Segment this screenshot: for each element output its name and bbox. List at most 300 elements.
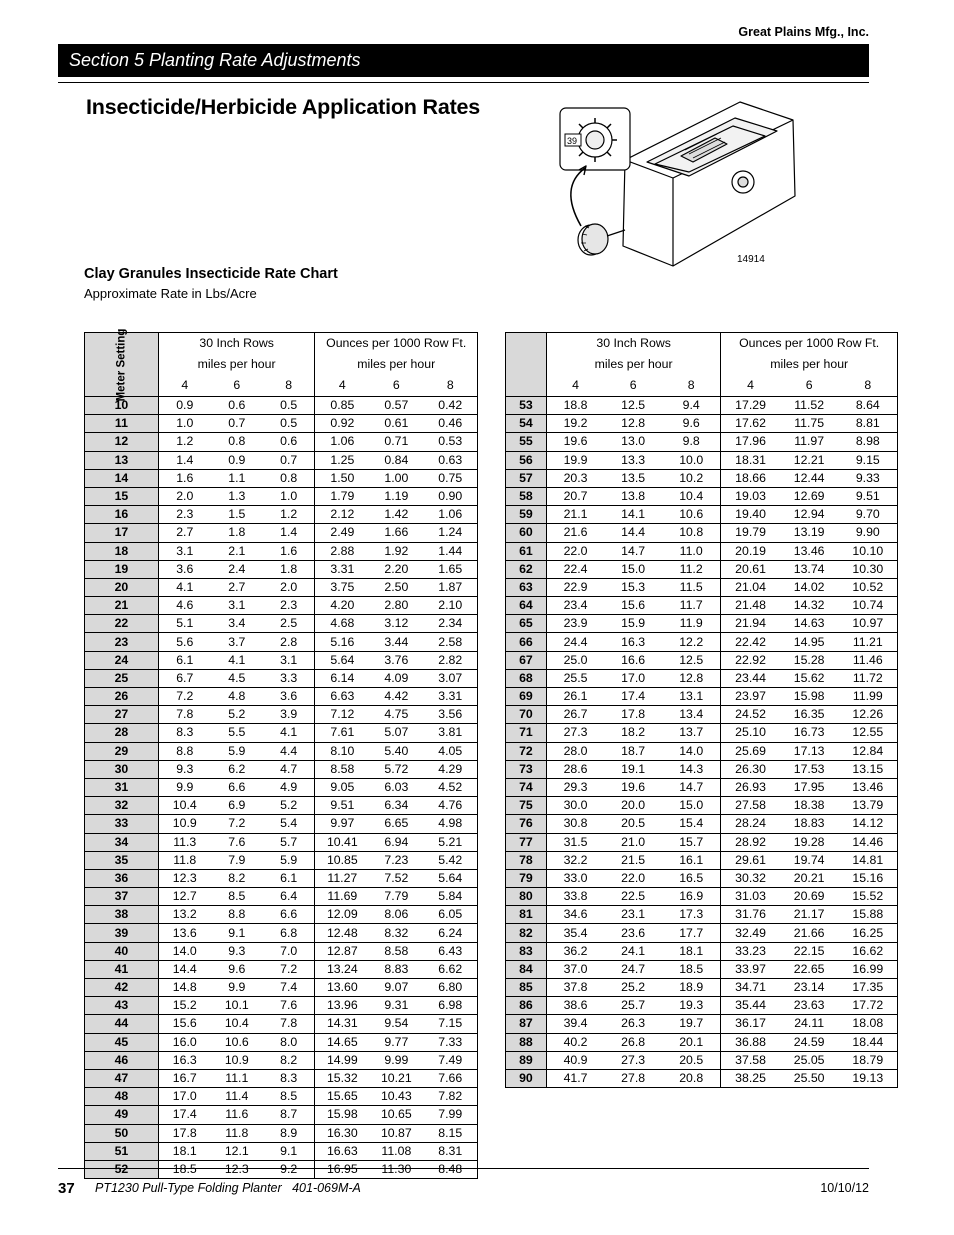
rate-cell: 10.4 <box>158 797 210 815</box>
rate-cell: 0.6 <box>263 433 315 451</box>
table-row <box>85 1015 478 1033</box>
rate-cell: 3.3 <box>263 669 315 687</box>
rate-cell: 24.4 <box>546 633 604 651</box>
meter-setting-cell: 89 <box>506 1051 547 1069</box>
rate-cell: 12.5 <box>662 651 721 669</box>
rate-cell: 5.64 <box>423 869 477 887</box>
group-header-rows: 30 Inch Rows <box>546 333 720 355</box>
rate-cell: 10.6 <box>662 506 721 524</box>
rate-cell: 11.97 <box>780 433 839 451</box>
rate-cell: 31.76 <box>721 906 780 924</box>
rate-cell: 7.2 <box>263 960 315 978</box>
rate-cell: 12.21 <box>780 451 839 469</box>
rate-cell: 37.8 <box>546 979 604 997</box>
rate-cell: 15.28 <box>780 651 839 669</box>
rate-cell: 27.8 <box>604 1069 662 1087</box>
rate-cell: 7.0 <box>263 942 315 960</box>
table-row <box>506 560 898 578</box>
table-row <box>506 851 898 869</box>
rate-cell: 14.0 <box>158 942 210 960</box>
rate-cell: 2.5 <box>263 615 315 633</box>
rate-cell: 9.33 <box>839 469 898 487</box>
rate-cell: 9.07 <box>369 979 423 997</box>
rate-cell: 37.58 <box>721 1051 780 1069</box>
rate-cell: 21.5 <box>604 851 662 869</box>
rate-cell: 12.84 <box>839 742 898 760</box>
rate-cell: 34.71 <box>721 979 780 997</box>
rate-cell: 6.8 <box>263 924 315 942</box>
meter-setting-cell: 64 <box>506 597 547 615</box>
rate-cell: 2.12 <box>315 506 369 524</box>
rate-cell: 12.1 <box>211 1142 263 1160</box>
rate-cell: 11.9 <box>662 615 721 633</box>
page-number: 37 <box>58 1180 75 1197</box>
rate-cell: 0.61 <box>369 415 423 433</box>
meter-setting-cell: 82 <box>506 924 547 942</box>
rate-cell: 4.98 <box>423 815 477 833</box>
group-header-ounces: Ounces per 1000 Row Ft. <box>326 336 467 350</box>
rate-cell: 13.15 <box>839 760 898 778</box>
rate-cell: 13.0 <box>604 433 662 451</box>
rate-cell: 5.1 <box>158 615 210 633</box>
rate-cell: 2.49 <box>315 524 369 542</box>
rate-cell: 14.8 <box>158 979 210 997</box>
rate-cell: 10.43 <box>369 1088 423 1106</box>
rate-cell: 1.92 <box>369 542 423 560</box>
rate-cell: 11.6 <box>211 1106 263 1124</box>
meter-setting-cell: 35 <box>85 851 159 869</box>
rate-cell: 13.2 <box>158 906 210 924</box>
meter-setting-cell: 37 <box>85 888 159 906</box>
top-divider <box>58 82 869 83</box>
rate-cell: 4.1 <box>263 724 315 742</box>
rate-cell <box>369 1160 423 1178</box>
speed-6: 6 <box>369 375 423 397</box>
rate-cell: 25.05 <box>780 1051 839 1069</box>
rate-cell: 22.4 <box>546 560 604 578</box>
rate-cell <box>315 1160 369 1178</box>
speed-8: 8 <box>662 375 721 397</box>
rate-cell: 7.61 <box>315 724 369 742</box>
rate-cell: 16.3 <box>158 1051 210 1069</box>
rate-cell: 1.50 <box>315 469 369 487</box>
rate-cell: 11.21 <box>839 633 898 651</box>
table-row <box>85 688 478 706</box>
rate-cell: 10.74 <box>839 597 898 615</box>
rate-cell: 4.75 <box>369 706 423 724</box>
table-row <box>85 669 478 687</box>
table-row <box>85 560 478 578</box>
rate-cell: 32.49 <box>721 924 780 942</box>
rate-cell: 28.0 <box>546 742 604 760</box>
rate-cell: 4.09 <box>369 669 423 687</box>
meter-setting-cell: 15 <box>85 487 159 505</box>
rate-cell: 8.7 <box>263 1106 315 1124</box>
rate-cell: 15.62 <box>780 669 839 687</box>
rate-cell: 17.8 <box>604 706 662 724</box>
rate-cell: 23.1 <box>604 906 662 924</box>
rate-cell: 4.7 <box>263 760 315 778</box>
rate-cell: 0.5 <box>263 397 315 415</box>
rate-cell: 7.4 <box>263 979 315 997</box>
group-header-rows: 30 Inch Rows <box>158 333 315 355</box>
rate-cell: 40.2 <box>546 1033 604 1051</box>
rate-cell: 18.1 <box>158 1142 210 1160</box>
chart-subtitle: Approximate Rate in Lbs/Acre <box>84 286 257 301</box>
rate-cell: 7.6 <box>263 997 315 1015</box>
meter-setting-cell: 49 <box>85 1106 159 1124</box>
rate-cell: 10.21 <box>369 1069 423 1087</box>
rate-cell: 13.4 <box>662 706 721 724</box>
rate-cell: 1.1 <box>211 469 263 487</box>
rate-cell: 13.74 <box>780 560 839 578</box>
rate-cell: 16.73 <box>780 724 839 742</box>
meter-setting-cell: 63 <box>506 578 547 596</box>
meter-setting-cell: 31 <box>85 778 159 796</box>
table-row <box>506 469 898 487</box>
rate-cell: 12.69 <box>780 487 839 505</box>
rate-cell: 15.16 <box>839 869 898 887</box>
rate-cell: 17.0 <box>158 1088 210 1106</box>
rate-cell: 13.6 <box>158 924 210 942</box>
speed-label: miles per hour <box>770 357 849 371</box>
rate-cell: 7.2 <box>211 815 263 833</box>
rate-cell: 7.82 <box>423 1088 477 1106</box>
rate-cell: 0.63 <box>423 451 477 469</box>
rate-cell: 1.65 <box>423 560 477 578</box>
rate-cell: 36.17 <box>721 1015 780 1033</box>
rate-cell <box>263 1160 315 1178</box>
table-row <box>506 633 898 651</box>
rate-cell: 9.1 <box>211 924 263 942</box>
rate-cell: 4.05 <box>423 742 477 760</box>
rate-cell: 12.8 <box>662 669 721 687</box>
rate-cell: 7.33 <box>423 1033 477 1051</box>
rate-cell: 19.6 <box>546 433 604 451</box>
rate-cell: 11.4 <box>211 1088 263 1106</box>
rate-cell: 19.03 <box>721 487 780 505</box>
rate-cell: 4.1 <box>158 578 210 596</box>
rate-cell: 40.9 <box>546 1051 604 1069</box>
rate-cell: 16.9 <box>662 888 721 906</box>
rate-cell: 35.4 <box>546 924 604 942</box>
rate-cell: 14.4 <box>604 524 662 542</box>
rate-cell: 8.8 <box>158 742 210 760</box>
meter-setting-cell: 79 <box>506 869 547 887</box>
rate-cell: 6.24 <box>423 924 477 942</box>
table-row <box>85 1051 478 1069</box>
rate-cell: 3.76 <box>369 651 423 669</box>
table-row <box>506 524 898 542</box>
rate-cell: 20.0 <box>604 797 662 815</box>
table-row <box>85 1142 478 1160</box>
rate-cell: 15.2 <box>158 997 210 1015</box>
rate-cell: 16.63 <box>315 1142 369 1160</box>
rate-cell: 9.9 <box>211 979 263 997</box>
rate-cell: 12.26 <box>839 706 898 724</box>
rate-cell: 11.3 <box>158 833 210 851</box>
rate-cell: 1.06 <box>315 433 369 451</box>
rate-cell: 8.58 <box>315 760 369 778</box>
rate-cell: 9.05 <box>315 778 369 796</box>
rate-cell: 25.2 <box>604 979 662 997</box>
rate-cell: 20.5 <box>604 815 662 833</box>
rate-cell: 18.44 <box>839 1033 898 1051</box>
rate-cell: 7.12 <box>315 706 369 724</box>
table-row <box>85 578 478 596</box>
meter-setting-cell: 17 <box>85 524 159 542</box>
meter-setting-cell: 51 <box>85 1142 159 1160</box>
table-row <box>506 906 898 924</box>
rate-cell: 11.8 <box>211 1124 263 1142</box>
rate-cell: 7.2 <box>158 688 210 706</box>
table-row <box>85 469 478 487</box>
rate-cell: 0.5 <box>263 415 315 433</box>
meter-setting-cell: 85 <box>506 979 547 997</box>
rate-cell: 15.65 <box>315 1088 369 1106</box>
meter-setting-cell: 83 <box>506 942 547 960</box>
rate-cell: 18.7 <box>604 742 662 760</box>
rate-cell: 6.1 <box>263 869 315 887</box>
rate-cell: 8.58 <box>369 942 423 960</box>
rate-cell: 0.92 <box>315 415 369 433</box>
rate-cell: 9.77 <box>369 1033 423 1051</box>
footer-date: 10/10/12 <box>820 1181 869 1195</box>
rate-cell: 0.9 <box>158 397 210 415</box>
rate-cell: 26.93 <box>721 778 780 796</box>
rate-cell: 17.72 <box>839 997 898 1015</box>
table-row <box>506 997 898 1015</box>
rate-cell: 1.44 <box>423 542 477 560</box>
rate-cell: 24.52 <box>721 706 780 724</box>
rate-cell: 3.12 <box>369 615 423 633</box>
table-row <box>506 869 898 887</box>
bottom-divider <box>58 1168 869 1169</box>
table-row <box>85 415 478 433</box>
rate-cell: 19.1 <box>604 760 662 778</box>
rate-cell: 12.7 <box>158 888 210 906</box>
meter-setting-cell: 16 <box>85 506 159 524</box>
meter-setting-cell: 23 <box>85 633 159 651</box>
table-row <box>85 960 478 978</box>
rate-cell: 2.7 <box>211 578 263 596</box>
rate-cell: 8.2 <box>263 1051 315 1069</box>
meter-setting-cell: 90 <box>506 1069 547 1087</box>
meter-setting-cell: 77 <box>506 833 547 851</box>
rate-cell: 39.4 <box>546 1015 604 1033</box>
rate-cell: 14.0 <box>662 742 721 760</box>
rate-cell: 22.65 <box>780 960 839 978</box>
meter-setting-cell: 50 <box>85 1124 159 1142</box>
rate-cell: 2.3 <box>263 597 315 615</box>
rate-cell: 6.94 <box>369 833 423 851</box>
rate-cell: 3.7 <box>211 633 263 651</box>
rate-cell: 21.94 <box>721 615 780 633</box>
table-row <box>85 615 478 633</box>
meter-setting-cell: 43 <box>85 997 159 1015</box>
table-row <box>506 506 898 524</box>
rate-cell: 0.84 <box>369 451 423 469</box>
meter-setting-cell: 45 <box>85 1033 159 1051</box>
rate-cell: 17.96 <box>721 433 780 451</box>
table-row <box>85 742 478 760</box>
table-row <box>506 597 898 615</box>
table-body-right <box>506 397 898 1088</box>
rate-cell: 10.9 <box>211 1051 263 1069</box>
table-row <box>506 415 898 433</box>
rate-cell: 8.32 <box>369 924 423 942</box>
meter-setting-cell: 14 <box>85 469 159 487</box>
table-row <box>506 924 898 942</box>
rate-cell: 10.2 <box>662 469 721 487</box>
meter-setting-cell: 55 <box>506 433 547 451</box>
table-row <box>85 1106 478 1124</box>
rate-table-left <box>84 328 478 1179</box>
rate-cell: 15.4 <box>662 815 721 833</box>
meter-setting-cell: 42 <box>85 979 159 997</box>
rate-cell: 16.6 <box>604 651 662 669</box>
rate-cell: 14.81 <box>839 851 898 869</box>
rate-cell: 0.42 <box>423 397 477 415</box>
rate-cell: 15.6 <box>604 597 662 615</box>
rate-cell: 15.32 <box>315 1069 369 1087</box>
meter-setting-cell: 47 <box>85 1069 159 1087</box>
rate-cell: 19.74 <box>780 851 839 869</box>
rate-cell: 41.7 <box>546 1069 604 1087</box>
table-row <box>85 633 478 651</box>
rate-cell: 22.5 <box>604 888 662 906</box>
rate-cell: 21.66 <box>780 924 839 942</box>
table-row <box>506 1051 898 1069</box>
rate-cell: 8.15 <box>423 1124 477 1142</box>
rate-cell: 3.44 <box>369 633 423 651</box>
rate-cell: 8.5 <box>263 1088 315 1106</box>
meter-setting-cell: 76 <box>506 815 547 833</box>
rate-cell: 29.61 <box>721 851 780 869</box>
rate-cell: 12.5 <box>604 397 662 415</box>
rate-cell: 16.99 <box>839 960 898 978</box>
company-name: Great Plains Mfg., Inc. <box>738 25 869 39</box>
rate-cell: 18.9 <box>662 979 721 997</box>
rate-cell: 14.12 <box>839 815 898 833</box>
rate-cell: 4.68 <box>315 615 369 633</box>
rate-cell: 20.61 <box>721 560 780 578</box>
rate-cell: 29.3 <box>546 778 604 796</box>
rate-cell: 21.17 <box>780 906 839 924</box>
rate-cell: 11.75 <box>780 415 839 433</box>
table-row <box>85 833 478 851</box>
rate-cell: 6.9 <box>211 797 263 815</box>
rate-cell: 5.07 <box>369 724 423 742</box>
rate-cell: 0.7 <box>263 451 315 469</box>
rate-cell: 15.98 <box>315 1106 369 1124</box>
rate-cell: 8.83 <box>369 960 423 978</box>
rate-cell: 11.99 <box>839 688 898 706</box>
meter-setting-cell: 29 <box>85 742 159 760</box>
meter-setting-cell: 62 <box>506 560 547 578</box>
rate-cell: 7.9 <box>211 851 263 869</box>
rate-cell: 23.4 <box>546 597 604 615</box>
rate-cell: 11.46 <box>839 651 898 669</box>
rate-cell: 6.62 <box>423 960 477 978</box>
table-row <box>506 669 898 687</box>
rate-cell: 13.79 <box>839 797 898 815</box>
rate-cell: 10.41 <box>315 833 369 851</box>
rate-cell: 23.9 <box>546 615 604 633</box>
rate-cell: 3.9 <box>263 706 315 724</box>
rate-cell: 24.11 <box>780 1015 839 1033</box>
meter-setting-cell: 72 <box>506 742 547 760</box>
rate-cell: 6.80 <box>423 979 477 997</box>
rate-cell: 9.6 <box>662 415 721 433</box>
meter-setting-cell: 44 <box>85 1015 159 1033</box>
rate-cell: 35.44 <box>721 997 780 1015</box>
rate-cell: 15.0 <box>662 797 721 815</box>
rate-cell: 0.75 <box>423 469 477 487</box>
rate-cell: 16.30 <box>315 1124 369 1142</box>
table-row <box>506 742 898 760</box>
rate-cell: 13.60 <box>315 979 369 997</box>
rate-cell: 1.87 <box>423 578 477 596</box>
rate-cell: 31.03 <box>721 888 780 906</box>
rate-cell: 10.8 <box>662 524 721 542</box>
speed-label: miles per hour <box>357 357 436 371</box>
rate-cell: 10.65 <box>369 1106 423 1124</box>
meter-setting-cell <box>85 1160 159 1178</box>
rate-cell: 4.9 <box>263 778 315 796</box>
rate-cell: 5.9 <box>263 851 315 869</box>
meter-setting-cell: 41 <box>85 960 159 978</box>
rate-cell: 0.71 <box>369 433 423 451</box>
rate-cell: 12.44 <box>780 469 839 487</box>
table-row <box>85 1124 478 1142</box>
rate-cell: 25.7 <box>604 997 662 1015</box>
rate-cell: 1.66 <box>369 524 423 542</box>
rate-cell: 20.8 <box>662 1069 721 1087</box>
rate-cell: 8.10 <box>315 742 369 760</box>
rate-cell: 17.13 <box>780 742 839 760</box>
rate-cell: 13.3 <box>604 451 662 469</box>
rate-cell: 2.0 <box>263 578 315 596</box>
meter-setting-cell: 25 <box>85 669 159 687</box>
rate-cell: 7.66 <box>423 1069 477 1087</box>
rate-cell: 21.48 <box>721 597 780 615</box>
rate-cell: 7.8 <box>158 706 210 724</box>
table-row <box>85 888 478 906</box>
meter-setting-cell: 75 <box>506 797 547 815</box>
rate-cell: 7.6 <box>211 833 263 851</box>
meter-setting-cell: 32 <box>85 797 159 815</box>
rate-cell: 23.6 <box>604 924 662 942</box>
rate-cell: 2.7 <box>158 524 210 542</box>
rate-cell: 2.58 <box>423 633 477 651</box>
speed-4: 4 <box>546 375 604 397</box>
meter-setting-cell: 68 <box>506 669 547 687</box>
table-row <box>506 797 898 815</box>
rate-cell: 16.62 <box>839 942 898 960</box>
table-row <box>85 760 478 778</box>
rate-cell: 1.8 <box>211 524 263 542</box>
rate-cell: 6.65 <box>369 815 423 833</box>
rate-cell: 2.88 <box>315 542 369 560</box>
meter-setting-cell: 74 <box>506 778 547 796</box>
speed-6: 6 <box>780 375 839 397</box>
meter-setting-cell: 78 <box>506 851 547 869</box>
rate-cell: 14.1 <box>604 506 662 524</box>
rate-cell: 10.10 <box>839 542 898 560</box>
rate-cell: 14.02 <box>780 578 839 596</box>
meter-setting-cell: 12 <box>85 433 159 451</box>
